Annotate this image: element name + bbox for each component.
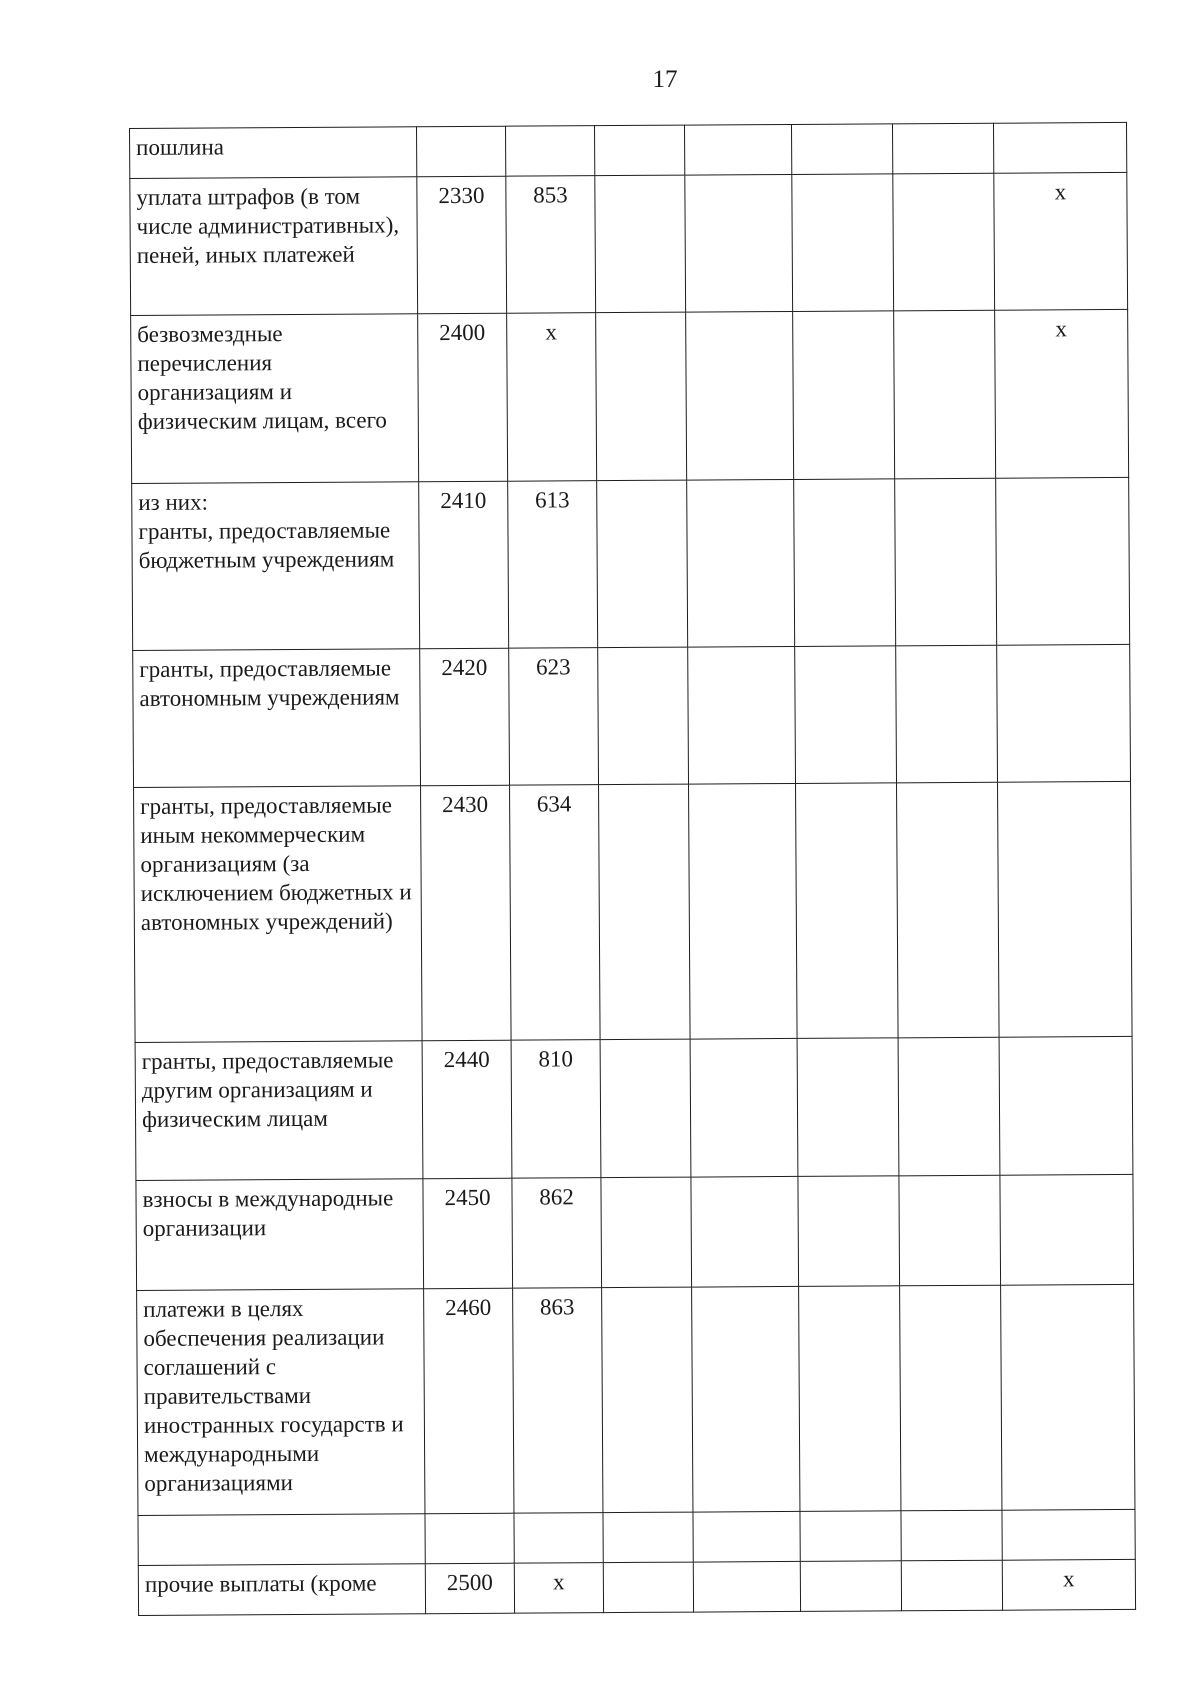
budget-code-cell: 810 (511, 1040, 601, 1179)
line-code-cell: 2330 (417, 176, 507, 314)
value-cell (799, 1286, 901, 1512)
row-name-cell: гранты, предоставляемые иным некоммерческим организациям (за исключением бюджетных и автономных учреждений) (134, 786, 423, 1043)
budget-code-cell: 613 (508, 481, 598, 649)
value-cell (684, 124, 791, 175)
value-cell (603, 1512, 693, 1563)
budget-table (129, 122, 1136, 1616)
value-cell (687, 479, 795, 647)
budget-code-cell: x (514, 1563, 603, 1614)
value-cell (894, 310, 996, 479)
last-column-cell (997, 644, 1131, 782)
value-cell (796, 783, 899, 1039)
row-name-cell: прочие выплаты (кроме (138, 1564, 425, 1616)
row-name-cell: безвозмездные перечисления организациям и физическим лицам, всего (131, 314, 419, 484)
line-code-cell: 2460 (424, 1288, 514, 1514)
last-column-cell (1002, 1509, 1135, 1560)
value-cell (900, 1285, 1002, 1511)
value-cell (596, 312, 687, 481)
value-cell (793, 311, 895, 480)
table-row (136, 1174, 1134, 1290)
last-column-cell (998, 781, 1133, 1037)
value-cell (686, 311, 794, 480)
value-cell (693, 1561, 800, 1612)
last-column-cell: x (994, 172, 1128, 310)
last-column-cell (1001, 1284, 1135, 1510)
line-code-cell: 2410 (419, 481, 509, 649)
value-cell (599, 784, 691, 1040)
last-column-cell: x (995, 309, 1129, 478)
table-row (132, 477, 1130, 650)
row-name-cell: взносы в международные организации (136, 1179, 424, 1291)
value-cell (798, 1176, 900, 1287)
table-row (131, 309, 1129, 483)
row-name-cell: гранты, предоставляемые автономным учреждениям (133, 649, 421, 788)
value-cell (602, 1287, 693, 1513)
table-row (137, 1284, 1135, 1515)
budget-code-cell: 634 (510, 785, 601, 1041)
line-code-cell (416, 126, 505, 177)
line-code-cell: 2400 (418, 313, 508, 482)
value-cell (691, 1176, 799, 1287)
row-name-cell: гранты, предоставляемые другим организациям и физическим лицам (135, 1041, 423, 1181)
value-cell (603, 1562, 693, 1613)
budget-code-cell (514, 1513, 603, 1564)
value-cell (689, 783, 798, 1039)
budget-code-cell: 853 (506, 176, 596, 314)
value-cell (795, 646, 897, 784)
line-code-cell: 2430 (421, 785, 512, 1041)
value-cell (896, 645, 998, 783)
value-cell (892, 123, 993, 174)
budget-code-cell: 623 (509, 648, 599, 786)
last-column-cell (996, 477, 1130, 645)
budget-code-cell (505, 126, 594, 177)
value-cell (595, 175, 686, 313)
row-name-cell: платежи в целях обеспечения реализации соглашений с правительствами иностранных государств и международными организациями (137, 1289, 425, 1516)
table-row (133, 644, 1131, 787)
table-row (134, 781, 1133, 1042)
value-cell (597, 480, 688, 648)
budget-code-cell: 862 (512, 1178, 602, 1289)
value-cell (685, 174, 793, 312)
value-cell (893, 173, 995, 311)
line-code-cell: 2450 (423, 1178, 513, 1289)
row-name-cell: из них: гранты, предоставляемые бюджетным учреждениям (132, 482, 420, 651)
value-cell (791, 124, 892, 175)
table-row (130, 122, 1127, 178)
last-column-cell (999, 1036, 1133, 1175)
value-cell (797, 1038, 899, 1177)
line-code-cell (425, 1513, 514, 1564)
budget-code-cell: x (507, 313, 597, 482)
table-row (138, 1509, 1135, 1565)
last-column-cell (1000, 1174, 1134, 1285)
budget-code-cell: 863 (513, 1288, 603, 1514)
last-column-cell (993, 122, 1126, 173)
value-cell (688, 646, 796, 784)
value-cell (895, 478, 997, 646)
table-row (138, 1559, 1135, 1615)
value-cell (898, 1037, 1000, 1176)
value-cell (792, 174, 894, 312)
value-cell (601, 1177, 692, 1288)
value-cell (693, 1511, 800, 1562)
line-code-cell: 2500 (425, 1563, 514, 1614)
document-sheet (129, 122, 1135, 1616)
last-column-cell: x (1002, 1559, 1135, 1610)
line-code-cell: 2420 (420, 648, 510, 786)
value-cell (594, 125, 684, 176)
table-row (130, 172, 1128, 315)
page-number: 17 (652, 66, 678, 93)
table-row (135, 1036, 1133, 1180)
value-cell (794, 479, 896, 647)
value-cell (600, 1039, 691, 1178)
table-body (130, 122, 1136, 1615)
row-name-cell: пошлина (130, 127, 417, 179)
value-cell (901, 1510, 1002, 1561)
value-cell (598, 647, 689, 785)
value-cell (899, 1175, 1001, 1286)
row-name-cell (138, 1514, 425, 1566)
value-cell (800, 1511, 901, 1562)
value-cell (897, 782, 1000, 1038)
value-cell (690, 1038, 798, 1177)
line-code-cell: 2440 (422, 1040, 512, 1179)
row-name-cell: уплата штрафов (в том числе административных), пеней, иных платежей (130, 177, 418, 316)
value-cell (692, 1286, 800, 1512)
value-cell (800, 1561, 901, 1612)
value-cell (901, 1560, 1002, 1611)
